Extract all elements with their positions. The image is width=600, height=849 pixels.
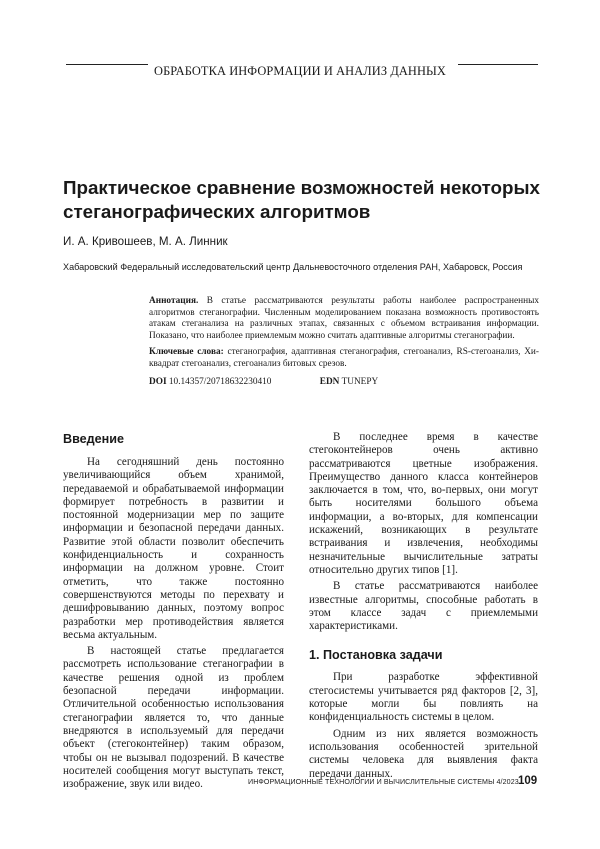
page-number: 109 — [518, 775, 538, 787]
right-paragraph-1: В последнее время в качестве стегоконтейнеров очень активно рассматриваются цветные изображения. Преимущество данного класса контейнеров заключается в том, что, во-первых, они могут быть носителями большого объема информации, а во-вторых, для компенсации искажений, возникающих в результате встраивания и извлечения, необходимы незначительные вычислительные затраты относительно других типов [1]. — [309, 431, 538, 576]
keywords-label: Ключевые слова: — [149, 347, 224, 357]
intro-paragraph-1: На сегодняшний день постоянно увеличивающийся объем хранимой, передаваемой и обрабатываемой информации формирует потребность в развитии и постоянной модернизации мер по защите информации и безопасной передачи данных. Развитие этой области позволит обеспечить конфиденциальность и сохранность информации на должном уровне. Стоит отметить, что также постоянно совершенствуются методы по перехвату и дешифровыванию данных, поэтому вопрос разработки мер противодействия является весьма актуальным. — [63, 456, 284, 641]
header-rule-right — [458, 64, 538, 65]
edn-value: TUNEPY — [341, 377, 379, 387]
task-paragraph-1: При разработке эффективной стегосистемы учитывается ряд факторов [2, 3], которые могли бы повлиять на конфиденциальность системы в целом. — [309, 671, 538, 724]
doi-label: DOI — [149, 377, 167, 387]
right-paragraph-2: В статье рассматриваются наиболее известные алгоритмы, способные работать в этом классе задач с приемлемыми характеристиками. — [309, 580, 538, 633]
intro-heading: Введение — [63, 432, 125, 446]
header-rule-left — [66, 64, 148, 65]
identifiers — [149, 377, 378, 387]
abstract — [149, 296, 539, 342]
right-column — [309, 431, 538, 781]
task-paragraph-2: Одним из них является возможность использования особенностей зрительной системы человека для выявления факта передачи данных. — [309, 727, 538, 780]
edn — [320, 377, 378, 387]
keywords — [149, 347, 539, 370]
intro-paragraph-2: В настоящей статье предлагается рассмотреть использование стеганографии в качестве решения одной из проблем безопасной передачи информации. Отличительной особенностью использования стеганографии является то, что данные внедряются в используемый для передачи объект (стегоконтейнер) таким образом, чтобы он не вызывал подозрений. В качестве носителей сообщения могут выступать текст, изображение, звук или видео. — [63, 645, 284, 791]
doi-value: 10.14357/20718632230410 — [168, 377, 272, 387]
article-authors: И. А. Кривошеев, М. А. Линник — [63, 235, 228, 248]
doi — [149, 377, 271, 387]
task-heading: 1. Постановка задачи — [309, 648, 443, 663]
keywords-text: стеганография, адаптивная стеганография, стегоанализ, RS-стегоанализ, Хи-квадрат стегоанализ, стегоанализ битовых срезов. — [149, 347, 539, 369]
journal-footer: ИНФОРМАЦИОННЫЕ ТЕХНОЛОГИИ И ВЫЧИСЛИТЕЛЬНЫЕ СИСТЕМЫ 4/2023 — [248, 778, 519, 786]
abstract-text: В статье рассматриваются результаты работы наиболее распространенных алгоритмов стеганографии. Численным моделированием показана возможность противостоять атакам стеганализа на различных этапах, связанных с объемом встраивания информации. Показано, что наиболее приемлемым можно считать адаптивные алгоритмы стеганографии. — [149, 296, 540, 341]
section-title: ОБРАБОТКА ИНФОРМАЦИИ И АНАЛИЗ ДАННЫХ — [154, 64, 446, 78]
abstract-label: Аннотация. — [149, 296, 199, 306]
article-affiliation: Хабаровский Федеральный исследовательский центр Дальневосточного отделения РАН, Хабаровск, Россия — [63, 262, 523, 272]
edn-label: EDN — [319, 377, 340, 387]
article-title: Практическое сравнение возможностей некоторых стеганографических алгоритмов — [63, 177, 540, 222]
left-column — [63, 431, 284, 791]
